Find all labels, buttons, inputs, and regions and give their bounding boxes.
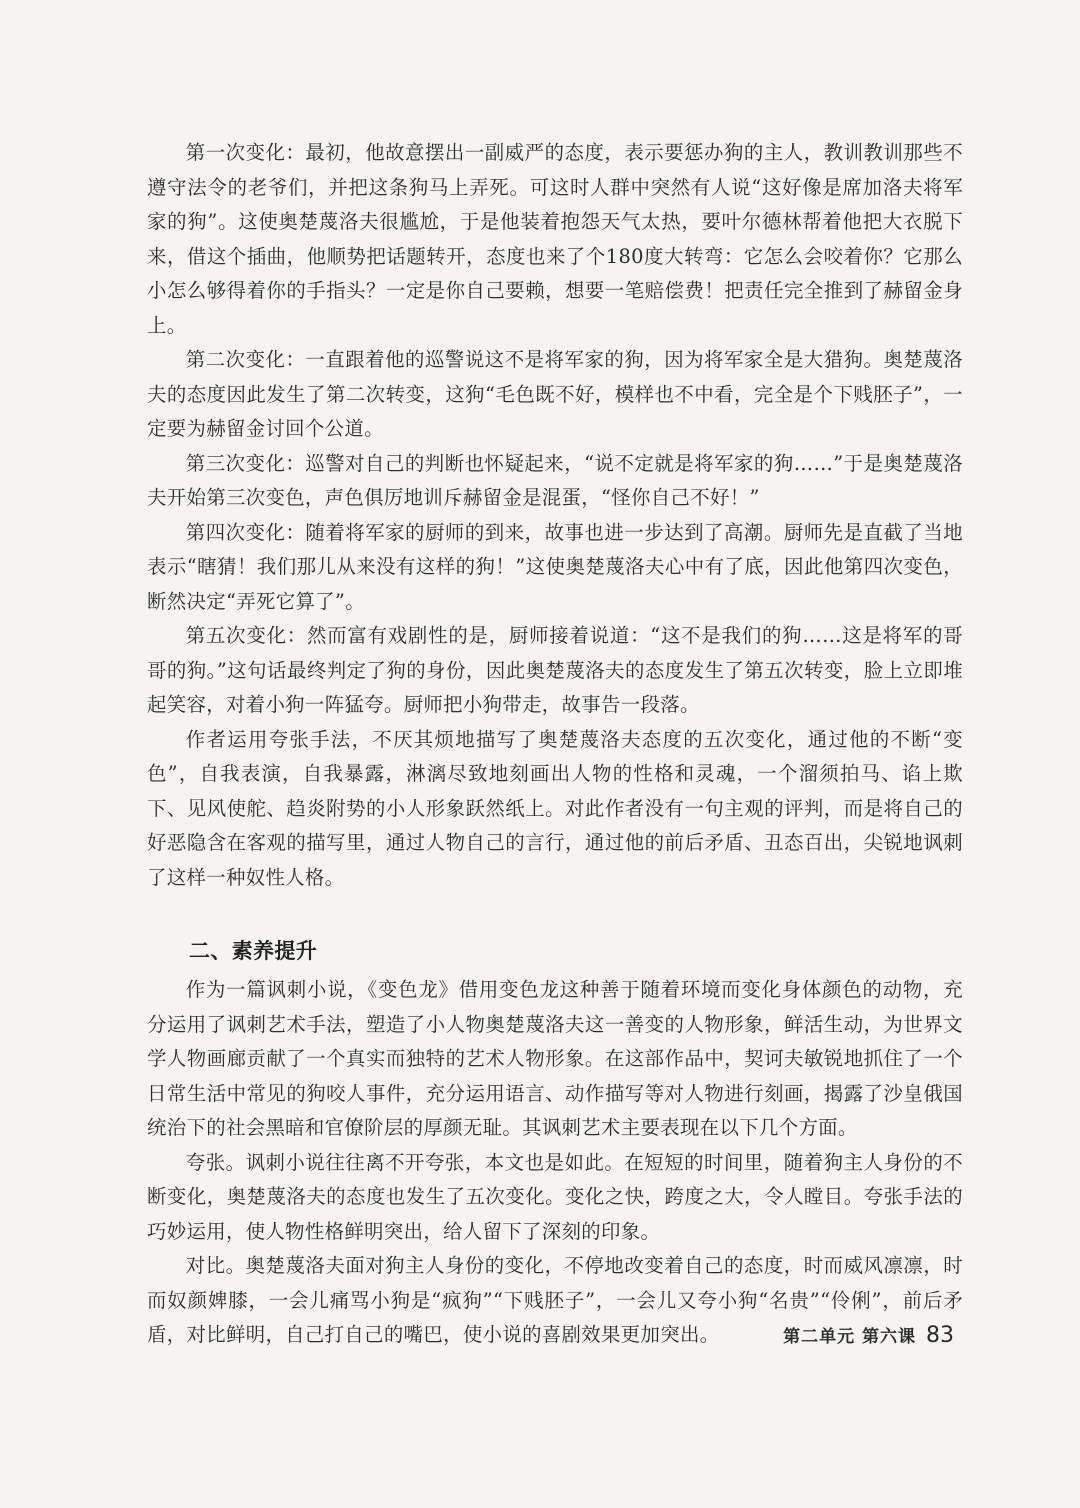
paragraph-contrast: 对比。奥楚蔑洛夫面对狗主人身份的变化，不停地改变着自己的态度，时而威风凛凛，时而奴颜婢膝，一会儿痛骂小狗是“疯狗”“下贱胚子”，一会儿又夸小狗“名贵”“伶俐”，前后矛盾，对比鲜明，自己打自己的嘴巴，使小说的喜剧效果更加突出。 [147,1254,963,1346]
section-literacy-improvement [147,931,963,1353]
paragraph-fifth-change: 第五次变化：然而富有戏剧性的是，厨师接着说道：“这不是我们的狗……这是将军的哥哥的狗。”这句话最终判定了狗的身份，因此奥楚蔑洛夫的态度发生了第五次转变，脸上立即堆起笑容，对着小狗一阵猛夸。厨师把小狗带走，故事告一段落。 [147,624,963,716]
paragraph-summary: 作者运用夸张手法，不厌其烦地描写了奥楚蔑洛夫态度的五次变化，通过他的不断“变色”，自我表演，自我暴露，淋漓尽致地刻画出人物的性格和灵魂，一个溜须拍马、谄上欺下、见风使舵、趋炎附势的小人形象跃然纸上。对此作者没有一句主观的评判，而是将自己的好恶隐含在客观的描写里，通过人物自己的言行，通过他的前后矛盾、丑态百出，尖锐地讽刺了这样一种奴性人格。 [147,727,963,889]
paragraph-exaggeration: 夸张。讽刺小说往往离不开夸张，本文也是如此。在短短的时间里，随着狗主人身份的不断变化，奥楚蔑洛夫的态度也发生了五次变化。变化之快，跨度之大，令人瞠目。夸张手法的巧妙运用，使人物性格鲜明突出，给人留下了深刻的印象。 [147,1150,963,1243]
paragraph-fourth-change: 第四次变化：随着将军家的厨师的到来，故事也进一步达到了高潮。厨师先是直截了当地表示“瞎猜！我们那儿从来没有这样的狗！”这使奥楚蔑洛夫心中有了底，因此他第四次变色，断然决定“弄死它算了”。 [147,520,963,613]
body-text [147,136,963,1353]
section-heading: 二、素养提升 [189,939,318,963]
page-number: 83 [926,1323,954,1348]
paragraph-first-change: 第一次变化：最初，他故意摆出一副威严的态度，表示要惩办狗的主人，教训教训那些不遵守法令的老爷们，并把这条狗马上弄死。可这时人群中突然有人说“这好像是席加洛夫将军家的狗”。这使奥楚蔑洛夫很尴尬，于是他装着抱怨天气太热，要叶尔德林帮着他把大衣脱下来，借这个插曲，他顺势把话题转开，态度也来了个180度大转弯：它怎么会咬着你？它那么小怎么够得着你的手指头？一定是你自己要赖，想要一笔赔偿费！把责任完全推到了赫留金身上。 [147,141,963,337]
page-footer [783,1322,954,1348]
paragraph-satire-intro: 作为一篇讽刺小说，《变色龙》借用变色龙这种善于随着环境而变化身体颜色的动物，充分运用了讽刺艺术手法，塑造了小人物奥楚蔑洛夫这一善变的人物形象，鲜活生动，为世界文学人物画廊贡献了一个真实而独特的艺术人物形象。在这部作品中，契诃夫敏锐地抓住了一个日常生活中常见的狗咬人事件，充分运用语言、动作描写等对人物进行刻画，揭露了沙皇俄国统治下的社会黑暗和官僚阶层的厚颜无耻。其讽刺艺术主要表现在以下几个方面。 [147,978,963,1139]
paragraph-third-change: 第三次变化：巡警对自己的判断也怀疑起来，“说不定就是将军家的狗……”于是奥楚蔑洛夫开始第三次变色，声色俱厉地训斥赫留金是混蛋，“怪你自己不好！” [147,451,963,509]
unit-lesson-label: 第二单元 第六课 [783,1327,916,1347]
paragraph-second-change: 第二次变化：一直跟着他的巡警说这不是将军家的狗，因为将军家全是大猎狗。奥楚蔑洛夫的态度因此发生了第二次转变，这狗“毛色既不好，模样也不中看，完全是个下贱胚子”，一定要为赫留金讨回个公道。 [147,348,963,440]
